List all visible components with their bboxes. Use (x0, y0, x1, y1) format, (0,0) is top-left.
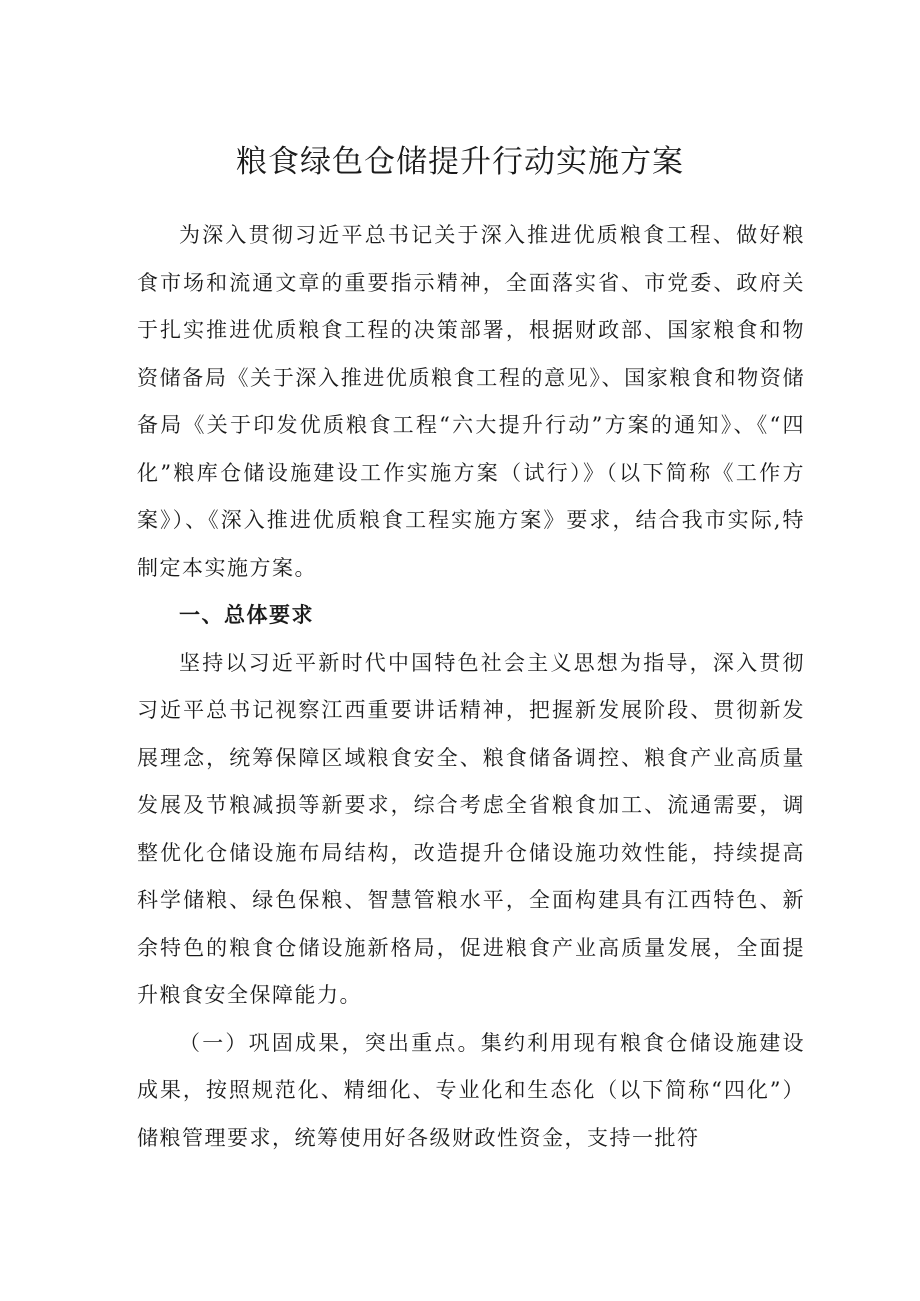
document-body (137, 212, 805, 1162)
item-1-paragraph: （一）巩固成果，突出重点。集约利用现有粮食仓储设施建设成果，按照规范化、精细化、专业化和生态化（以下简称“四化”）储粮管理要求，统筹使用好各级财政性资金，支持一批符 (137, 1030, 805, 1150)
general-requirements-paragraph: 坚持以习近平新时代中国特色社会主义思想为指导，深入贯彻习近平总书记视察江西重要讲话精神，把握新发展阶段、贯彻新发展理念，统筹保障区域粮食安全、粮食储备调控、粮食产业高质量发展及节粮减损等新要求，综合考虑全省粮食加工、流通需要，调整优化仓储设施布局结构，改造提升仓储设施功效性能，持续提高科学储粮、绿色保粮、智慧管粮水平，全面构建具有江西特色、新余特色的粮食仓储设施新格局，促进粮食产业高质量发展，全面提升粮食安全保障能力。 (137, 650, 805, 1007)
intro-paragraph: 为深入贯彻习近平总书记关于深入推进优质粮食工程、做好粮食市场和流通文章的重要指示精神，全面落实省、市党委、政府关于扎实推进优质粮食工程的决策部署，根据财政部、国家粮食和物资储备局《关于深入推进优质粮食工程的意见》、国家粮食和物资储备局《关于印发优质粮食工程“六大提升行动”方案的通知》、《“四化”粮库仓储设施建设工作实施方案（试行）》（以下简称《工作方案》）、《深入推进优质粮食工程实施方案》要求，结合我市实际,特制定本实施方案。 (137, 223, 805, 580)
section-heading-general-requirements: 一、总体要求 (179, 603, 314, 627)
document-title: 粮食绿色仓储提升行动实施方案 (236, 144, 684, 180)
